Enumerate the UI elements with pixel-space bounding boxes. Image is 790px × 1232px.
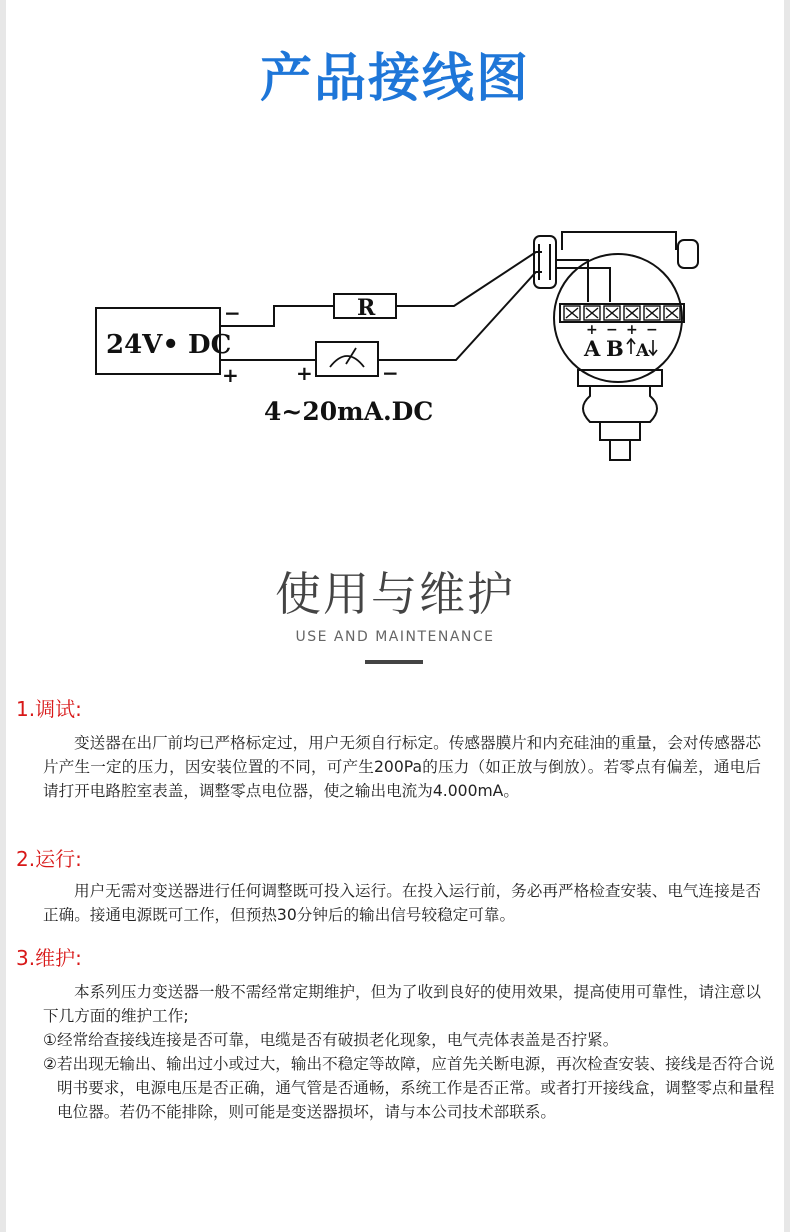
terminal-letter-a-2: A bbox=[636, 341, 650, 361]
title-divider bbox=[365, 660, 423, 664]
terminal-minus-1: − bbox=[606, 322, 618, 338]
wiring-diagram bbox=[90, 222, 720, 467]
terminal-plus-1: + bbox=[586, 322, 598, 338]
paragraph-operation: 用户无需对变送器进行任何调整既可投入运行。在投入运行前，务必再严格检查安装、电气连接是否正确。接通电源既可工作，但预热30分钟后的输出信号较稳定可靠。 bbox=[43, 882, 761, 924]
section-subtitle: USE AND MAINTENANCE bbox=[295, 629, 495, 645]
terminal-letter-a: A bbox=[584, 336, 601, 361]
power-label: 24V• DC bbox=[106, 330, 232, 360]
power-minus-sign: − bbox=[224, 301, 241, 325]
heading-calibration: 1.调试: bbox=[16, 697, 82, 721]
section-title: 使用与维护 bbox=[275, 567, 515, 621]
paragraph-calibration: 变送器在出厂前均已严格标定过，用户无须自行标定。传感器膜片和内充硅油的重量，会对传感器芯片产生一定的压力，因安装位置的不同，可产生200Pa的压力（如正放与倒放）。若零点有偏差，通电后请打开电路腔室表盖，调整零点电位器，使之输出电流为4.000mA。 bbox=[43, 734, 761, 800]
paragraph-maintenance: 本系列压力变送器一般不需经常定期维护，但为了收到良好的使用效果，提高使用可靠性，请注意以下几方面的维护工作; bbox=[43, 983, 761, 1025]
terminal-minus-2: − bbox=[646, 322, 658, 338]
heading-operation: 2.运行: bbox=[16, 847, 82, 871]
cable-gland bbox=[534, 236, 556, 288]
terminal-plus-2: + bbox=[626, 322, 638, 338]
heading-maintenance: 3.维护: bbox=[16, 946, 82, 970]
list-item: ②若出现无输出、输出过小或过大，输出不稳定等故障，应首先关断电源，再次检查安装、接线是否符合说明书要求，电源电压是否正确，通气管是否通畅，系统工作是否正常。或者打开接线盒，调整零点和量程电位器。若仍不能排除，则可能是变送器损坏，请与本公司技术部联系。 bbox=[43, 1055, 775, 1121]
terminal-letter-b: B bbox=[606, 336, 624, 361]
ammeter-minus-sign: − bbox=[382, 361, 399, 385]
list-item: ①经常给查接线连接是否可靠，电缆是否有破损老化现象，电气壳体表盖是否拧紧。 bbox=[43, 1031, 619, 1049]
current-range-label: 4~20mA.DC bbox=[264, 397, 434, 426]
page-title: 产品接线图 bbox=[259, 49, 530, 109]
resistor-label: R bbox=[357, 295, 376, 321]
ammeter-plus-sign: + bbox=[296, 361, 313, 385]
power-plus-sign: + bbox=[222, 363, 239, 387]
terminal-block bbox=[560, 304, 684, 322]
ammeter-symbol bbox=[316, 342, 378, 376]
pressure-port bbox=[610, 440, 630, 460]
